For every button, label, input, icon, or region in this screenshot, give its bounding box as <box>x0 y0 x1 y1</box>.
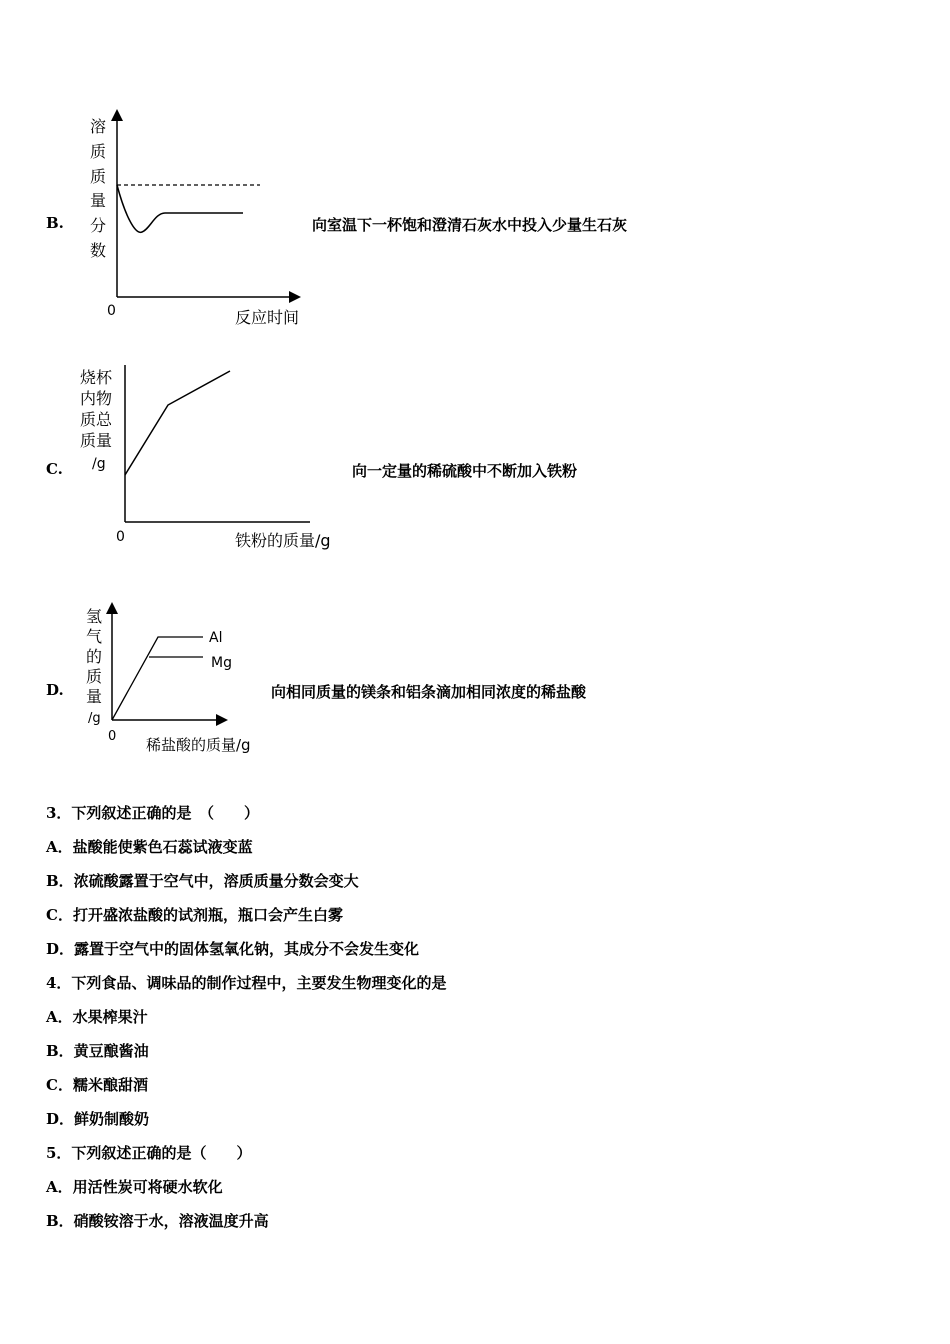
option-d-letter: D. <box>46 681 64 699</box>
option-c-letter: C. <box>46 460 63 478</box>
question-5-option-b: B．硝酸铵溶于水，溶液温度升高 <box>46 1212 269 1230</box>
question-5-stem: 5．下列叙述正确的是（ ） <box>46 1144 252 1162</box>
graph-d-origin: 0 <box>108 729 117 744</box>
graph-c-ylabel-2: 质总 <box>80 410 113 429</box>
graph-c-line <box>125 371 230 475</box>
question-4-option-a: A．水果榨果汁 <box>46 1008 148 1026</box>
graph-d-legend-mg: Mg <box>211 655 232 671</box>
graph-b <box>80 105 310 330</box>
option-c-description: 向一定量的稀硫酸中不断加入铁粉 <box>352 462 578 480</box>
graph-b-ylabel-4: 分 <box>90 216 107 235</box>
graph-c-ylabel-0: 烧杯 <box>80 368 113 387</box>
graph-c <box>78 357 353 557</box>
graph-d-ylabel-1: 气 <box>86 627 103 646</box>
graph-d-ylabel-4: 量 <box>86 687 103 706</box>
graph-d-ylabel-2: 的 <box>86 647 103 666</box>
question-4-stem: 4．下列食品、调味品的制作过程中，主要发生物理变化的是 <box>46 974 447 992</box>
question-3-option-b: B．浓硫酸露置于空气中，溶质质量分数会变大 <box>46 872 359 890</box>
graph-c-xlabel: 铁粉的质量/g <box>235 531 331 550</box>
graph-b-ylabel-2: 质 <box>90 167 107 186</box>
graph-d-ylabel-5: /g <box>88 711 101 726</box>
graph-d-al-line <box>112 637 203 720</box>
graph-d-ylabel-0: 氢 <box>86 607 103 626</box>
question-5-option-a: A．用活性炭可将硬水软化 <box>46 1178 223 1196</box>
graph-c-origin: 0 <box>116 529 125 545</box>
graph-b-curve <box>117 185 243 232</box>
graph-d-ylabel-3: 质 <box>86 667 103 686</box>
question-3-option-c: C．打开盛浓盐酸的试剂瓶，瓶口会产生白雾 <box>46 906 343 924</box>
question-3-option-d: D．露置于空气中的固体氢氧化钠，其成分不会发生变化 <box>46 940 420 958</box>
graph-b-ylabel-0: 溶 <box>90 117 107 136</box>
graph-b-ylabel-3: 量 <box>90 191 107 210</box>
graph-c-ylabel-3: 质量 <box>80 431 113 450</box>
graph-b-xlabel: 反应时间 <box>235 308 300 327</box>
graph-b-origin: 0 <box>107 303 116 319</box>
question-3-option-a: A．盐酸能使紫色石蕊试液变蓝 <box>46 838 253 856</box>
graph-d-xlabel: 稀盐酸的质量/g <box>146 736 251 754</box>
question-3-stem: 3．下列叙述正确的是 （ ） <box>46 804 259 822</box>
graph-b-ylabel-5: 数 <box>90 241 107 260</box>
option-b-letter: B. <box>46 214 64 232</box>
question-4-option-d: D．鲜奶制酸奶 <box>46 1110 150 1128</box>
graph-c-ylabel-1: 内物 <box>80 389 113 408</box>
question-4-option-c: C．糯米酿甜酒 <box>46 1076 148 1094</box>
graph-c-ylabel-4: /g <box>92 456 106 472</box>
graph-d-legend-al: Al <box>209 630 223 646</box>
graph-d <box>80 600 270 760</box>
question-4-option-b: B．黄豆酿酱油 <box>46 1042 149 1060</box>
option-d-description: 向相同质量的镁条和铝条滴加相同浓度的稀盐酸 <box>271 683 587 701</box>
option-b-description: 向室温下一杯饱和澄清石灰水中投入少量生石灰 <box>312 216 628 234</box>
graph-b-ylabel-1: 质 <box>90 142 107 161</box>
